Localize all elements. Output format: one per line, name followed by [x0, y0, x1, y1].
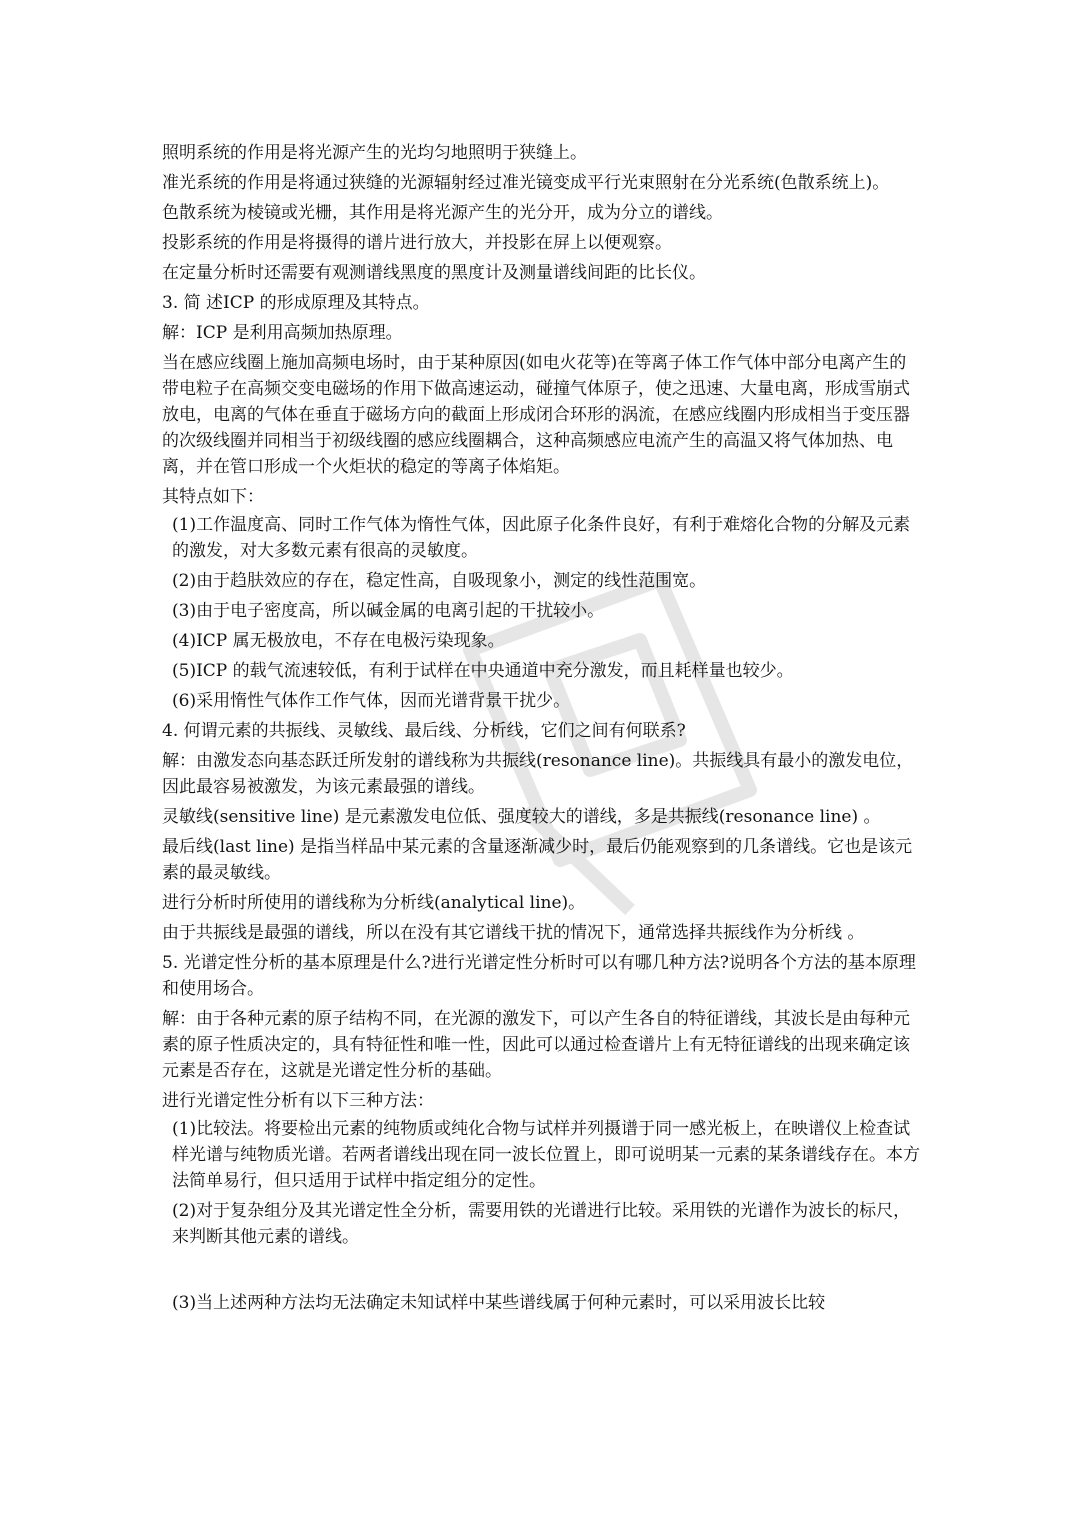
- paragraph-dispersion-system: 色散系统为棱镜或光栅，其作用是将光源产生的光分开，成为分立的谱线。: [162, 203, 723, 223]
- question-3-heading: 3. 简 述ICP 的形成原理及其特点。: [162, 293, 430, 313]
- feature-item-6: (6)采用惰性气体作工作气体，因而光谱背景干扰少。: [172, 691, 571, 711]
- method-item-2: (2)对于复杂组分及其光谱定性全分析，需要用铁的光谱进行比较。采用铁的光谱作为波长的标尺，来判断其他元素的谱线。: [172, 1201, 911, 1247]
- method-item-1: (1)比较法。将要检出元素的纯物质或纯化合物与试样并列摄谱于同一感光板上，在映谱仪上检查试样光谱与纯物质光谱。若两者谱线出现在同一波长位置上，即可说明某一元素的某条谱线存在。本方法简单易行，但只适用于试样中指定组分的定性。: [172, 1119, 920, 1191]
- feature-item-3: (3)由于电子密度高，所以碱金属的电离引起的干扰较小。: [172, 601, 605, 621]
- answer-3-features-heading: 其特点如下：: [162, 487, 264, 507]
- answer-4-analytical-line: 进行分析时所使用的谱线称为分析线(analytical line)。: [162, 893, 586, 913]
- answer-3-principle: 当在感应线圈上施加高频电场时，由于某种原因(如电火花等)在等离子体工作气体中部分电离产生的带电粒子在高频交变电磁场的作用下做高速运动，碰撞气体原子，使之迅速、大量电离，形成雪崩式放电，电离的气体在垂直于磁场方向的截面上形成闭合环形的涡流，在感应线圈内形成相当于变压器的次级线圈并同相当于初级线圈的感应线圈耦合，这种高频感应电流产生的高温又将气体加热、电离，并在管口形成一个火炬状的稳定的等离子体焰矩。: [162, 353, 910, 477]
- paragraph-spacer: [162, 1254, 922, 1290]
- paragraph-illumination-system: 照明系统的作用是将光源产生的光均匀地照明于狭缝上。: [162, 143, 587, 163]
- paragraph-densitometer: 在定量分析时还需要有观测谱线黑度的黑度计及测量谱线间距的比长仪。: [162, 263, 706, 283]
- feature-item-5: (5)ICP 的载气流速较低，有利于试样在中央通道中充分激发，而且耗样量也较少。: [172, 661, 794, 681]
- answer-4-relationship: 由于共振线是最强的谱线，所以在没有其它谱线干扰的情况下，通常选择共振线作为分析线 。: [162, 923, 865, 943]
- answer-4-sensitive-line: 灵敏线(sensitive line) 是元素激发电位低、强度较大的谱线，多是共振线(resonance line) 。: [162, 807, 881, 827]
- question-4-heading: 4. 何谓元素的共振线、灵敏线、最后线、分析线，它们之间有何联系?: [162, 721, 686, 741]
- answer-4-last-line: 最后线(last line) 是指当样品中某元素的含量逐渐减少时，最后仍能观察到的几条谱线。它也是该元素的最灵敏线。: [162, 837, 913, 883]
- answer-4-resonance-line: 解：由激发态向基态跃迁所发射的谱线称为共振线(resonance line)。共振线具有最小的激发电位，因此最容易被激发，为该元素最强的谱线。: [162, 751, 914, 797]
- answer-5-methods-heading: 进行光谱定性分析有以下三种方法：: [162, 1091, 434, 1111]
- feature-item-1: (1)工作温度高、同时工作气体为惰性气体，因此原子化条件良好，有利于难熔化合物的分解及元素的激发，对大多数元素有很高的灵敏度。: [172, 515, 911, 561]
- question-5-heading: 5. 光谱定性分析的基本原理是什么?进行光谱定性分析时可以有哪几种方法?说明各个方法的基本原理和使用场合。: [162, 953, 916, 999]
- document-body: [162, 140, 922, 1320]
- method-item-3: (3)当上述两种方法均无法确定未知试样中某些谱线属于何种元素时，可以采用波长比较: [172, 1293, 826, 1313]
- paragraph-projection-system: 投影系统的作用是将摄得的谱片进行放大，并投影在屏上以便观察。: [162, 233, 672, 253]
- paragraph-collimation-system: 准光系统的作用是将通过狭缝的光源辐射经过准光镜变成平行光束照射在分光系统(色散系统上)。: [162, 173, 890, 193]
- feature-item-4: (4)ICP 属无极放电，不存在电极污染现象。: [172, 631, 505, 651]
- feature-item-2: (2)由于趋肤效应的存在，稳定性高，自吸现象小，测定的线性范围宽。: [172, 571, 707, 591]
- answer-5-principle: 解：由于各种元素的原子结构不同，在光源的激发下，可以产生各自的特征谱线，其波长是由每种元素的原子性质决定的，具有特征性和唯一性，因此可以通过检查谱片上有无特征谱线的出现来确定该元素是否存在，这就是光谱定性分析的基础。: [162, 1009, 910, 1081]
- answer-3-intro: 解：ICP 是利用高频加热原理。: [162, 323, 403, 343]
